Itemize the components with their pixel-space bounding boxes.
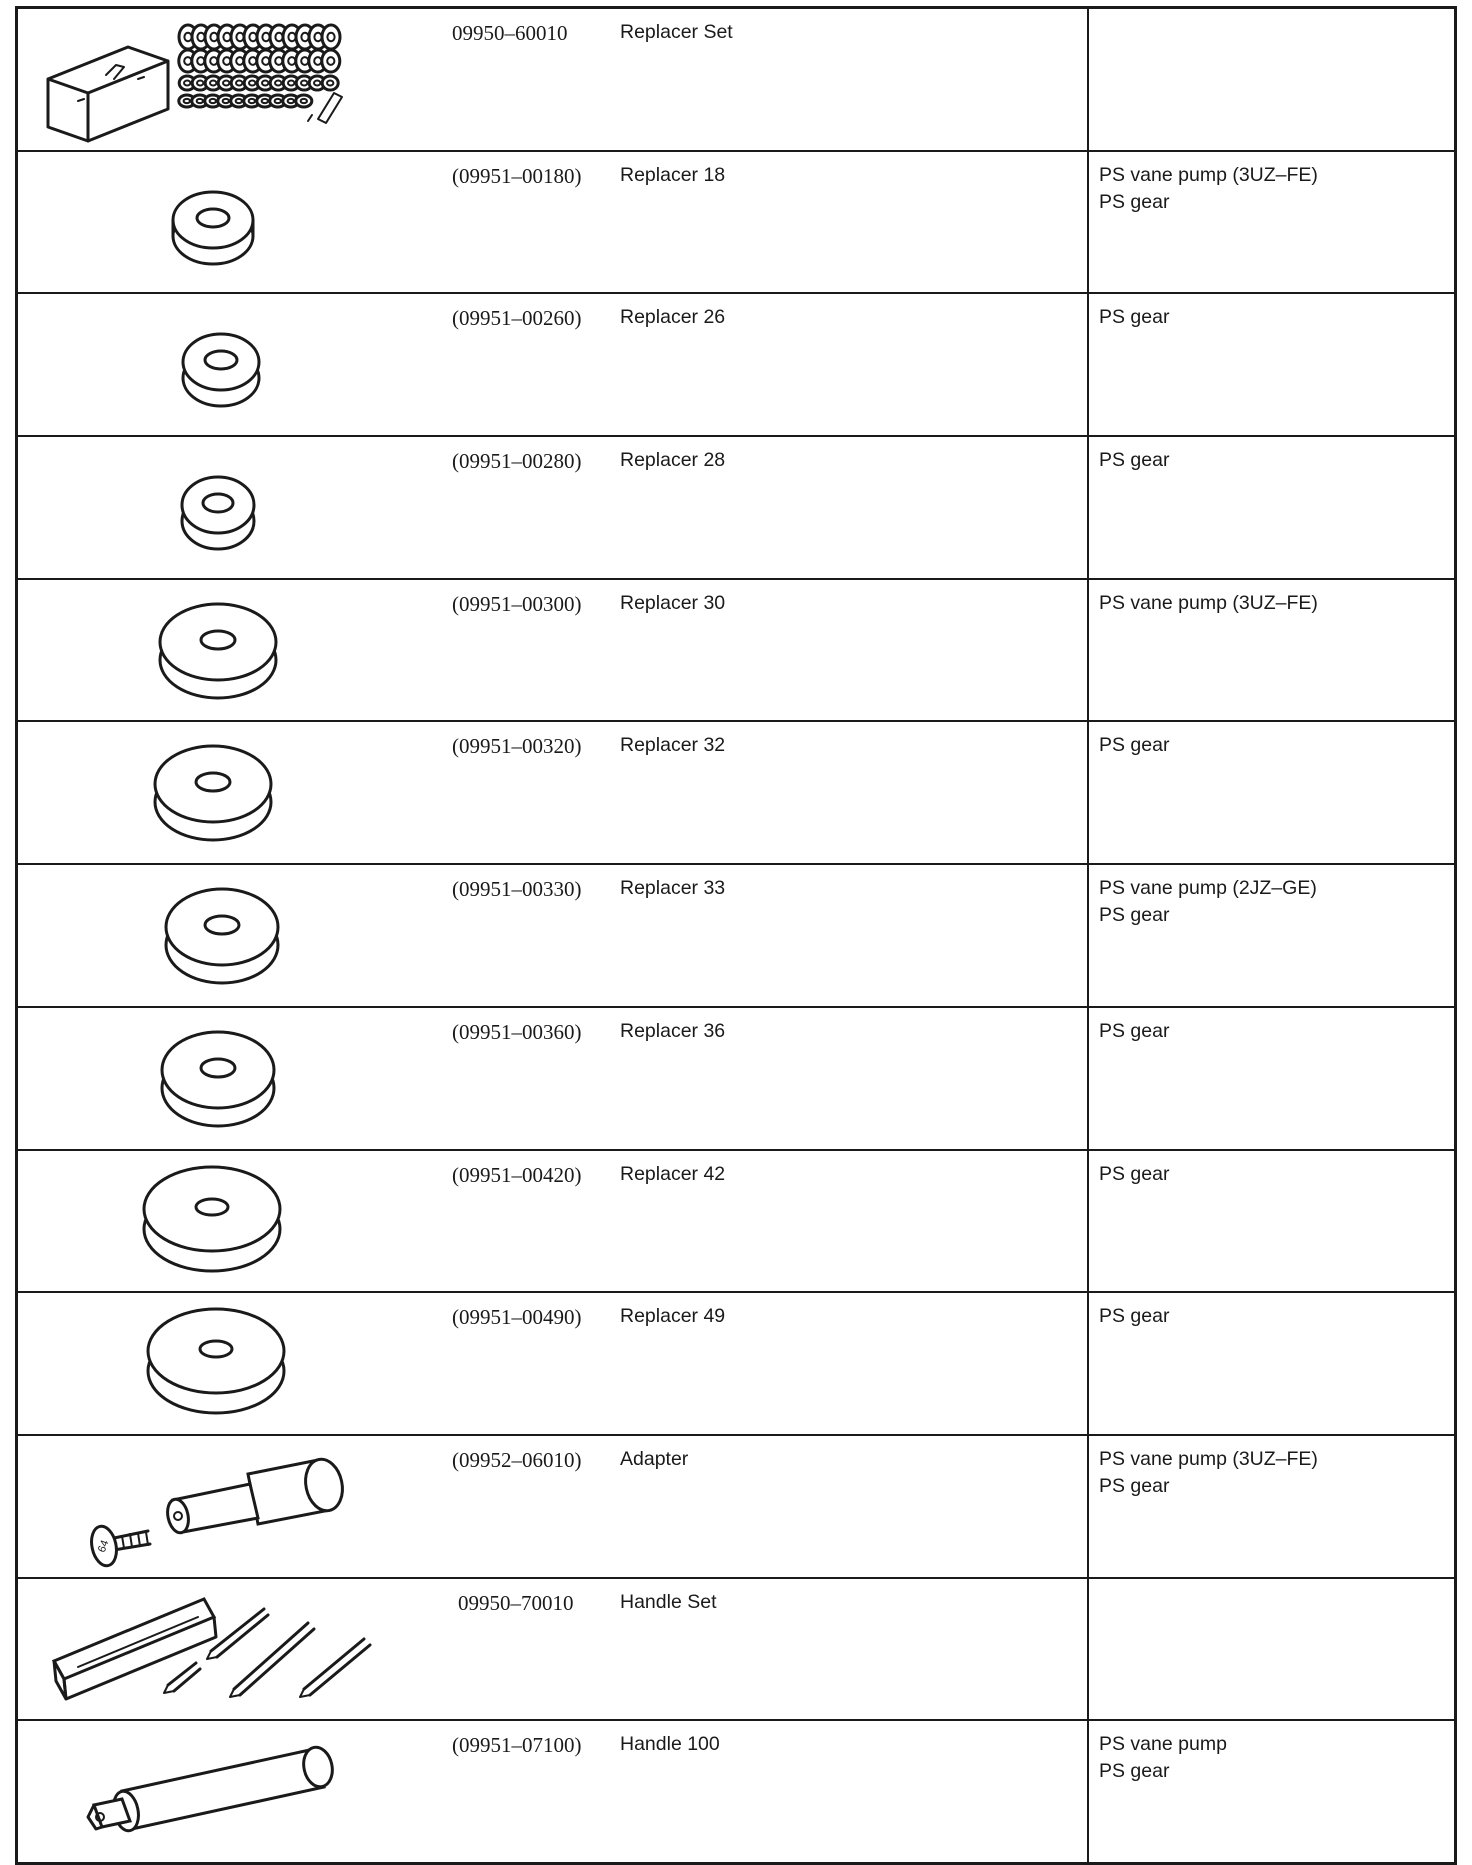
part-name: Replacer 26 (620, 306, 726, 329)
handle-icon (18, 1721, 434, 1862)
table-row (18, 580, 1454, 723)
table-row (18, 152, 1454, 295)
table-row (18, 437, 1454, 580)
part-number: (09951–00490) (452, 1305, 582, 1330)
table-row (18, 1008, 1454, 1151)
part-name: Replacer 49 (620, 1305, 726, 1328)
applicable-units (1087, 294, 1454, 435)
part-name: Replacer 18 (620, 163, 726, 186)
use-item: PS gear (1099, 449, 1170, 472)
applicable-units (1087, 1721, 1454, 1862)
use-item: PS gear (1099, 306, 1170, 329)
applicable-units (1087, 1293, 1454, 1434)
applicable-units (1087, 1579, 1454, 1720)
replacer-ring-icon (18, 580, 434, 721)
table-row (18, 1436, 1454, 1579)
part-name: Replacer 33 (620, 877, 726, 900)
applicable-units (1087, 437, 1454, 578)
handle-set-icon (18, 1579, 434, 1720)
use-item: PS vane pump (3UZ–FE) (1099, 591, 1318, 614)
use-item: PS gear (1099, 734, 1170, 757)
use-item: PS vane pump (2JZ–GE) (1099, 877, 1317, 900)
part-number: 09950–60010 (452, 21, 568, 45)
use-item: PS gear (1099, 190, 1170, 213)
replacer-ring-icon (18, 1293, 434, 1434)
replacer-ring-icon (18, 1151, 434, 1292)
replacer-ring-icon (18, 152, 434, 293)
use-item: PS gear (1099, 1162, 1170, 1185)
part-name: Replacer 42 (620, 1162, 726, 1185)
table-row (18, 294, 1454, 437)
applicable-units (1087, 865, 1454, 1006)
svg-text:64: 64 (95, 1538, 112, 1555)
part-name: Replacer 32 (620, 734, 726, 757)
part-number: (09951–00300) (452, 591, 582, 616)
adapter-bolt-icon (18, 1436, 434, 1577)
table-row (18, 865, 1454, 1008)
table-row (18, 1579, 1454, 1722)
applicable-units (1087, 1008, 1454, 1149)
use-item: PS gear (1099, 904, 1170, 927)
part-number: (09951–00330) (452, 877, 582, 902)
part-name: Replacer 28 (620, 449, 726, 472)
part-number: (09951–00320) (452, 734, 582, 759)
replacer-ring-icon (18, 437, 434, 578)
use-item: PS vane pump (3UZ–FE) (1099, 1447, 1318, 1470)
applicable-units (1087, 722, 1454, 863)
part-number: (09951–00360) (452, 1019, 582, 1044)
replacer-ring-icon (18, 722, 434, 863)
table-row (18, 722, 1454, 865)
replacer-ring-icon (18, 1008, 434, 1149)
replacer-ring-icon (18, 294, 434, 435)
use-item: PS gear (1099, 1019, 1170, 1042)
replacer-set-case-icon (18, 9, 434, 150)
ring-piece (322, 50, 340, 72)
use-item: PS vane pump (3UZ–FE) (1099, 163, 1318, 186)
part-name: Replacer 36 (620, 1019, 726, 1042)
applicable-units (1087, 1151, 1454, 1292)
applicable-units (1087, 580, 1454, 721)
ring-piece (322, 76, 338, 90)
use-item: PS vane pump (1099, 1733, 1227, 1756)
table-row (18, 1151, 1454, 1294)
part-number: (09952–06010) (452, 1447, 582, 1472)
part-number: 09950–70010 (458, 1590, 574, 1615)
part-number: (09951–00280) (452, 449, 582, 474)
table-row (18, 1293, 1454, 1436)
ring-piece (296, 95, 312, 107)
part-number: (09951–07100) (452, 1733, 582, 1758)
use-item: PS gear (1099, 1305, 1170, 1328)
applicable-units (1087, 9, 1454, 150)
table-row (18, 1721, 1454, 1862)
applicable-units (1087, 152, 1454, 293)
replacer-ring-icon (18, 865, 434, 1006)
pin-piece (308, 93, 342, 123)
part-number: (09951–00260) (452, 306, 582, 331)
part-name: Adapter (620, 1447, 689, 1470)
ring-piece (322, 25, 340, 49)
part-name: Handle 100 (620, 1733, 720, 1756)
part-name: Replacer 30 (620, 591, 726, 614)
part-name: Replacer Set (620, 21, 733, 43)
part-number: (09951–00180) (452, 163, 582, 188)
table-row (18, 9, 1454, 152)
part-name: Handle Set (620, 1590, 717, 1613)
part-number: (09951–00420) (452, 1162, 582, 1187)
applicable-units (1087, 1436, 1454, 1577)
use-item: PS gear (1099, 1474, 1170, 1497)
use-item: PS gear (1099, 1760, 1170, 1783)
special-service-tools-table (15, 6, 1457, 1865)
